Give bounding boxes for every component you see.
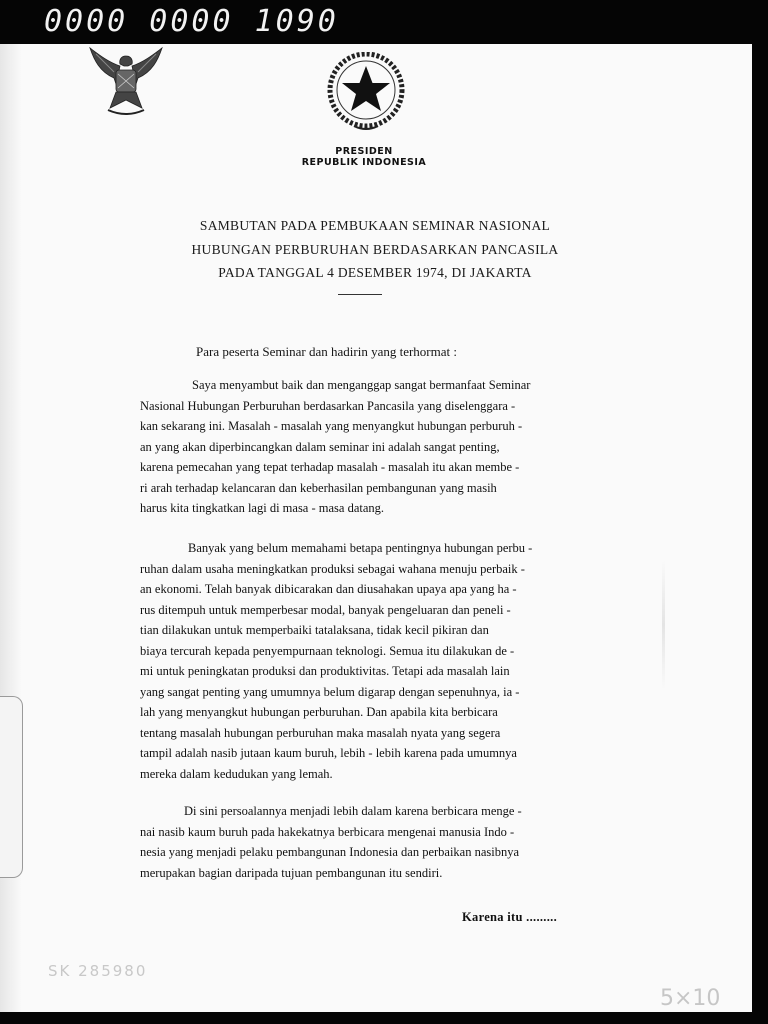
office-heading [288,146,440,168]
garuda-emblem-icon [86,42,166,122]
text-line: Nasional Hubungan Perburuhan berdasarkan Pancasila yang diselenggara - [140,398,516,413]
text-line: karena pemecahan yang tepat terhadap masalah - masalah itu akan membe - [140,460,520,474]
text-line: merupakan bagian daripada tujuan pembangunan itu sendiri. [140,865,443,880]
text-line: Banyak yang belum memahami betapa pentingnya hubungan perbu - [188,541,533,555]
text-line: Di sini persoalannya menjadi lebih dalam karena berbicara menge - [184,804,522,818]
star-wreath-seal-icon [324,52,408,134]
paragraph-1 [140,375,622,519]
text-line: yang sangat penting yang umumnya belum digarap dengan sepenuhnya, ia - [140,684,520,699]
text-line: nai nasib kaum buruh pada hakekatnya berbicara mengenai manusia Indo - [140,824,515,839]
office-line-president: PRESIDEN [335,146,393,157]
salutation: Para peserta Seminar dan hadirin yang terhormat : [196,344,457,359]
text-line: an yang akan diperbincangkan dalam seminar ini adalah sangat penting, [140,439,500,454]
text-line: ruhan dalam usaha meningkatkan produksi sebagai wahana menuju perbaik - [140,561,525,576]
text-line: tampil adalah nasib jutaan kaum buruh, lebih - lebih karena pada umumnya [140,746,517,760]
text-line: tian dilakukan untuk memperbaiki tatalaksana, tidak kecil pikiran dan [140,623,489,637]
corner-mark: 5×10 [660,986,721,1011]
text-line: lah yang menyangkut hubungan perburuhan. Dan apabila kita berbicara [140,705,498,719]
text-line: harus kita tingkatkan lagi di masa - masa datang. [140,501,385,515]
title-divider [338,294,382,295]
paper-crease [662,560,665,690]
text-line: an ekonomi. Telah banyak dibicarakan dan diusahakan upaya apa yang ha - [140,582,517,596]
paragraph-2 [140,538,622,784]
text-line: rus ditempuh untuk memperbesar modal, banyak pengeluaran dan peneli - [140,602,511,617]
document-title-line-3: PADA TANGGAL 4 DESEMBER 1974, DI JAKARTA [218,265,532,280]
paragraph-3 [140,801,622,883]
document-title-line-1: SAMBUTAN PADA PEMBUKAAN SEMINAR NASIONAL [199,218,551,233]
archive-stamp: SK 285980 [48,962,148,980]
closing-line: Karena itu ......... [462,910,558,924]
text-line: mereka dalam kedudukan yang lemah. [140,766,333,781]
office-line-republic: REPUBLIK INDONESIA [301,157,427,168]
binder-clip [0,696,23,878]
text-line: Saya menyambut baik dan menganggap sangat bermanfaat Seminar [192,378,531,392]
text-line: nesia yang menjadi pelaku pembangunan Indonesia dan perbaikan nasibnya [140,845,520,859]
text-line: ri arah terhadap kelancaran dan keberhasilan pembangunan yang masih [140,480,497,495]
text-line: biaya tercurah kepada penyempurnaan teknologi. Semua itu dilakukan de - [140,643,515,658]
text-line: mi untuk peningkatan produksi dan produktivitas. Tetapi ada masalah lain [140,664,510,678]
document-title-line-2: HUBUNGAN PERBURUHAN BERDASARKAN PANCASILA [191,242,559,257]
text-line: kan sekarang ini. Masalah - masalah yang menyangkut hubungan perburuh - [140,419,523,433]
film-frame-code: 0000 0000 1090 [44,4,339,39]
text-line: tentang masalah hubungan perburuhan maka masalah nyata yang segera [140,725,501,740]
